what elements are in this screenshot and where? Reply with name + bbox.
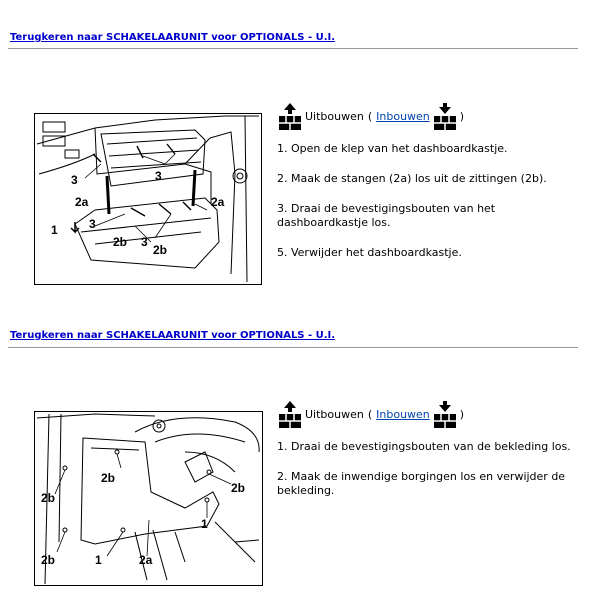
inbouwen-link[interactable]: Inbouwen <box>376 408 430 421</box>
figure-label: 2b <box>113 235 128 249</box>
figure-label: 3 <box>155 169 162 183</box>
step: 1. Open de klep van het dashboardkastje. <box>277 142 508 155</box>
install-down-icon <box>432 400 458 430</box>
figure-label: 1 <box>95 553 102 567</box>
remove-up-icon <box>277 400 303 430</box>
close-paren: ) <box>459 408 465 421</box>
uitbouwen-label: Uitbouwen <box>305 110 364 123</box>
figure-label: 2b <box>153 243 168 257</box>
divider <box>8 48 578 49</box>
back-link-bottom[interactable]: Terugkeren naar SCHAKELAARUNIT voor OPTIONALS - U.I. <box>10 330 336 341</box>
inbouwen-link[interactable]: Inbouwen <box>376 110 430 123</box>
open-paren: ( <box>367 408 373 421</box>
step: 1. Draai de bevestigingsbouten van de bekleding los. <box>277 440 571 453</box>
step: 2. Maak de inwendige borgingen los en verwijder de bekleding. <box>277 470 566 497</box>
install-down-icon <box>432 102 458 132</box>
step: 3. Draai de bevestigingsbouten van het dashboardkastje los. <box>277 202 496 229</box>
figure-label: 1 <box>201 517 208 531</box>
figure-label: 2b <box>231 481 246 495</box>
instructions-section-1 <box>277 102 577 276</box>
figure-label: 2a <box>75 195 89 209</box>
close-paren: ) <box>459 110 465 123</box>
mode-selector <box>277 102 577 132</box>
trim-panel-figure <box>34 411 263 586</box>
step: 5. Verwijder het dashboardkastje. <box>277 246 462 259</box>
figure-label: 3 <box>89 217 96 231</box>
step: 2. Maak de stangen (2a) los uit de zittingen (2b). <box>277 172 547 185</box>
figure-label: 1 <box>51 223 58 237</box>
divider <box>8 347 578 348</box>
figure-label: 2a <box>139 553 153 567</box>
figure-label: 2b <box>41 553 56 567</box>
uitbouwen-label: Uitbouwen <box>305 408 364 421</box>
figure-label: 3 <box>71 173 78 187</box>
dashboard-box-figure <box>34 113 262 285</box>
figure-label: 2b <box>41 491 56 505</box>
remove-up-icon <box>277 102 303 132</box>
open-paren: ( <box>367 110 373 123</box>
back-link-top[interactable]: Terugkeren naar SCHAKELAARUNIT voor OPTIONALS - U.I. <box>10 32 336 43</box>
figure-label: 2b <box>101 471 116 485</box>
figure-label: 2a <box>211 195 225 209</box>
instructions-section-2 <box>277 400 577 514</box>
mode-selector <box>277 400 577 430</box>
figure-label: 3 <box>141 235 148 249</box>
